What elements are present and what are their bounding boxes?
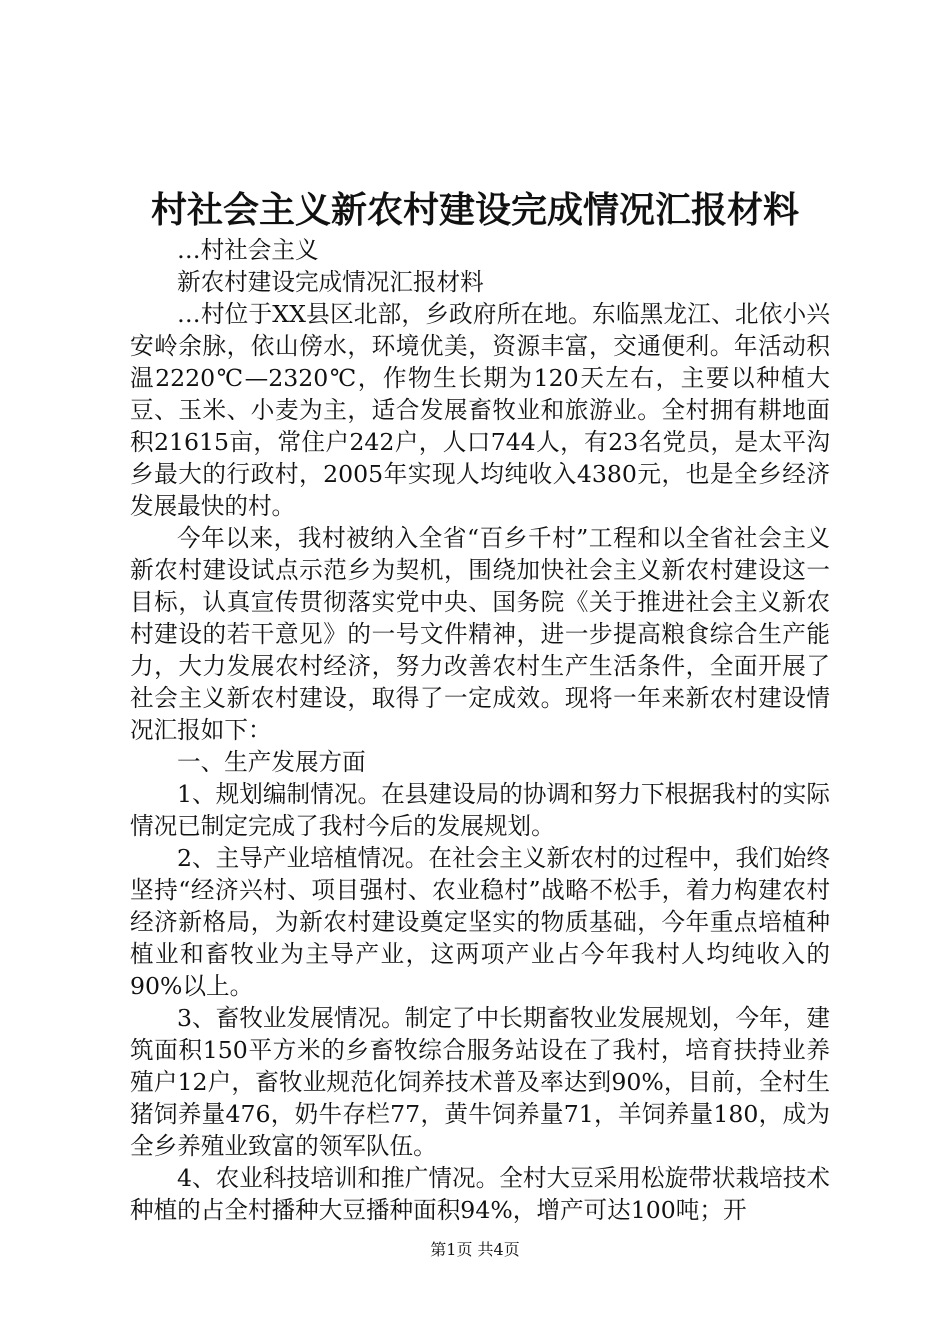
paragraph-2: 新农村建设完成情况汇报材料 [177,268,484,296]
document-body [130,234,830,1226]
document-title: 村社会主义新农村建设完成情况汇报材料 [150,189,799,231]
paragraph-3: …村位于XX县区北部，乡政府所在地。东临黑龙江、北依小兴安岭余脉，依山傍水，环境优美，资源丰富，交通便利。年活动积温2220℃—2320℃，作物生长期为120天左右，主要以种植大豆、玉米、小麦为主，适合发展畜牧业和旅游业。全村拥有耕地面积21615亩，常住户242户，人口744人，有23名党员，是太平沟乡最大的行政村，2005年实现人均纯收入4380元，也是全乡经济发展最快的村。 [130,300,830,520]
page-number: 第1页 共4页 [430,1240,520,1259]
paragraph-8: 3、畜牧业发展情况。制定了中长期畜牧业发展规划，今年，建筑面积150平方米的乡畜牧综合服务站设在了我村，培育扶持业养殖户12户，畜牧业规范化饲养技术普及率达到90%，目前，全村生猪饲养量476，奶牛存栏77，黄牛饲养量71，羊饲养量180，成为全乡养殖业致富的领军队伍。 [130,1004,830,1160]
section-heading: 一、生产发展方面 [177,748,366,776]
paragraph-6: 1、规划编制情况。在县建设局的协调和努力下根据我村的实际情况已制定完成了我村今后的发展规划。 [130,780,830,840]
paragraph-7: 2、主导产业培植情况。在社会主义新农村的过程中，我们始终坚持“经济兴村、项目强村、农业稳村”战略不松手，着力构建农村经济新格局，为新农村建设奠定坚实的物质基础，今年重点培植种植业和畜牧业为主导产业，这两项产业占今年我村人均纯收入的90%以上。 [130,844,830,1000]
paragraph-9: 4、农业科技培训和推广情况。全村大豆采用松旋带状栽培技术种植的占全村播种大豆播种面积94%，增产可达100吨；开 [130,1164,830,1224]
paragraph-1: …村社会主义 [177,236,319,264]
paragraph-4: 今年以来，我村被纳入全省“百乡千村”工程和以全省社会主义新农村建设试点示范乡为契机，围绕加快社会主义新农村建设这一目标，认真宣传贯彻落实党中央、国务院《关于推进社会主义新农村建设的若干意见》的一号文件精神，进一步提高粮食综合生产能力，大力发展农村经济，努力改善农村生产生活条件，全面开展了社会主义新农村建设，取得了一定成效。现将一年来新农村建设情况汇报如下： [130,524,830,744]
